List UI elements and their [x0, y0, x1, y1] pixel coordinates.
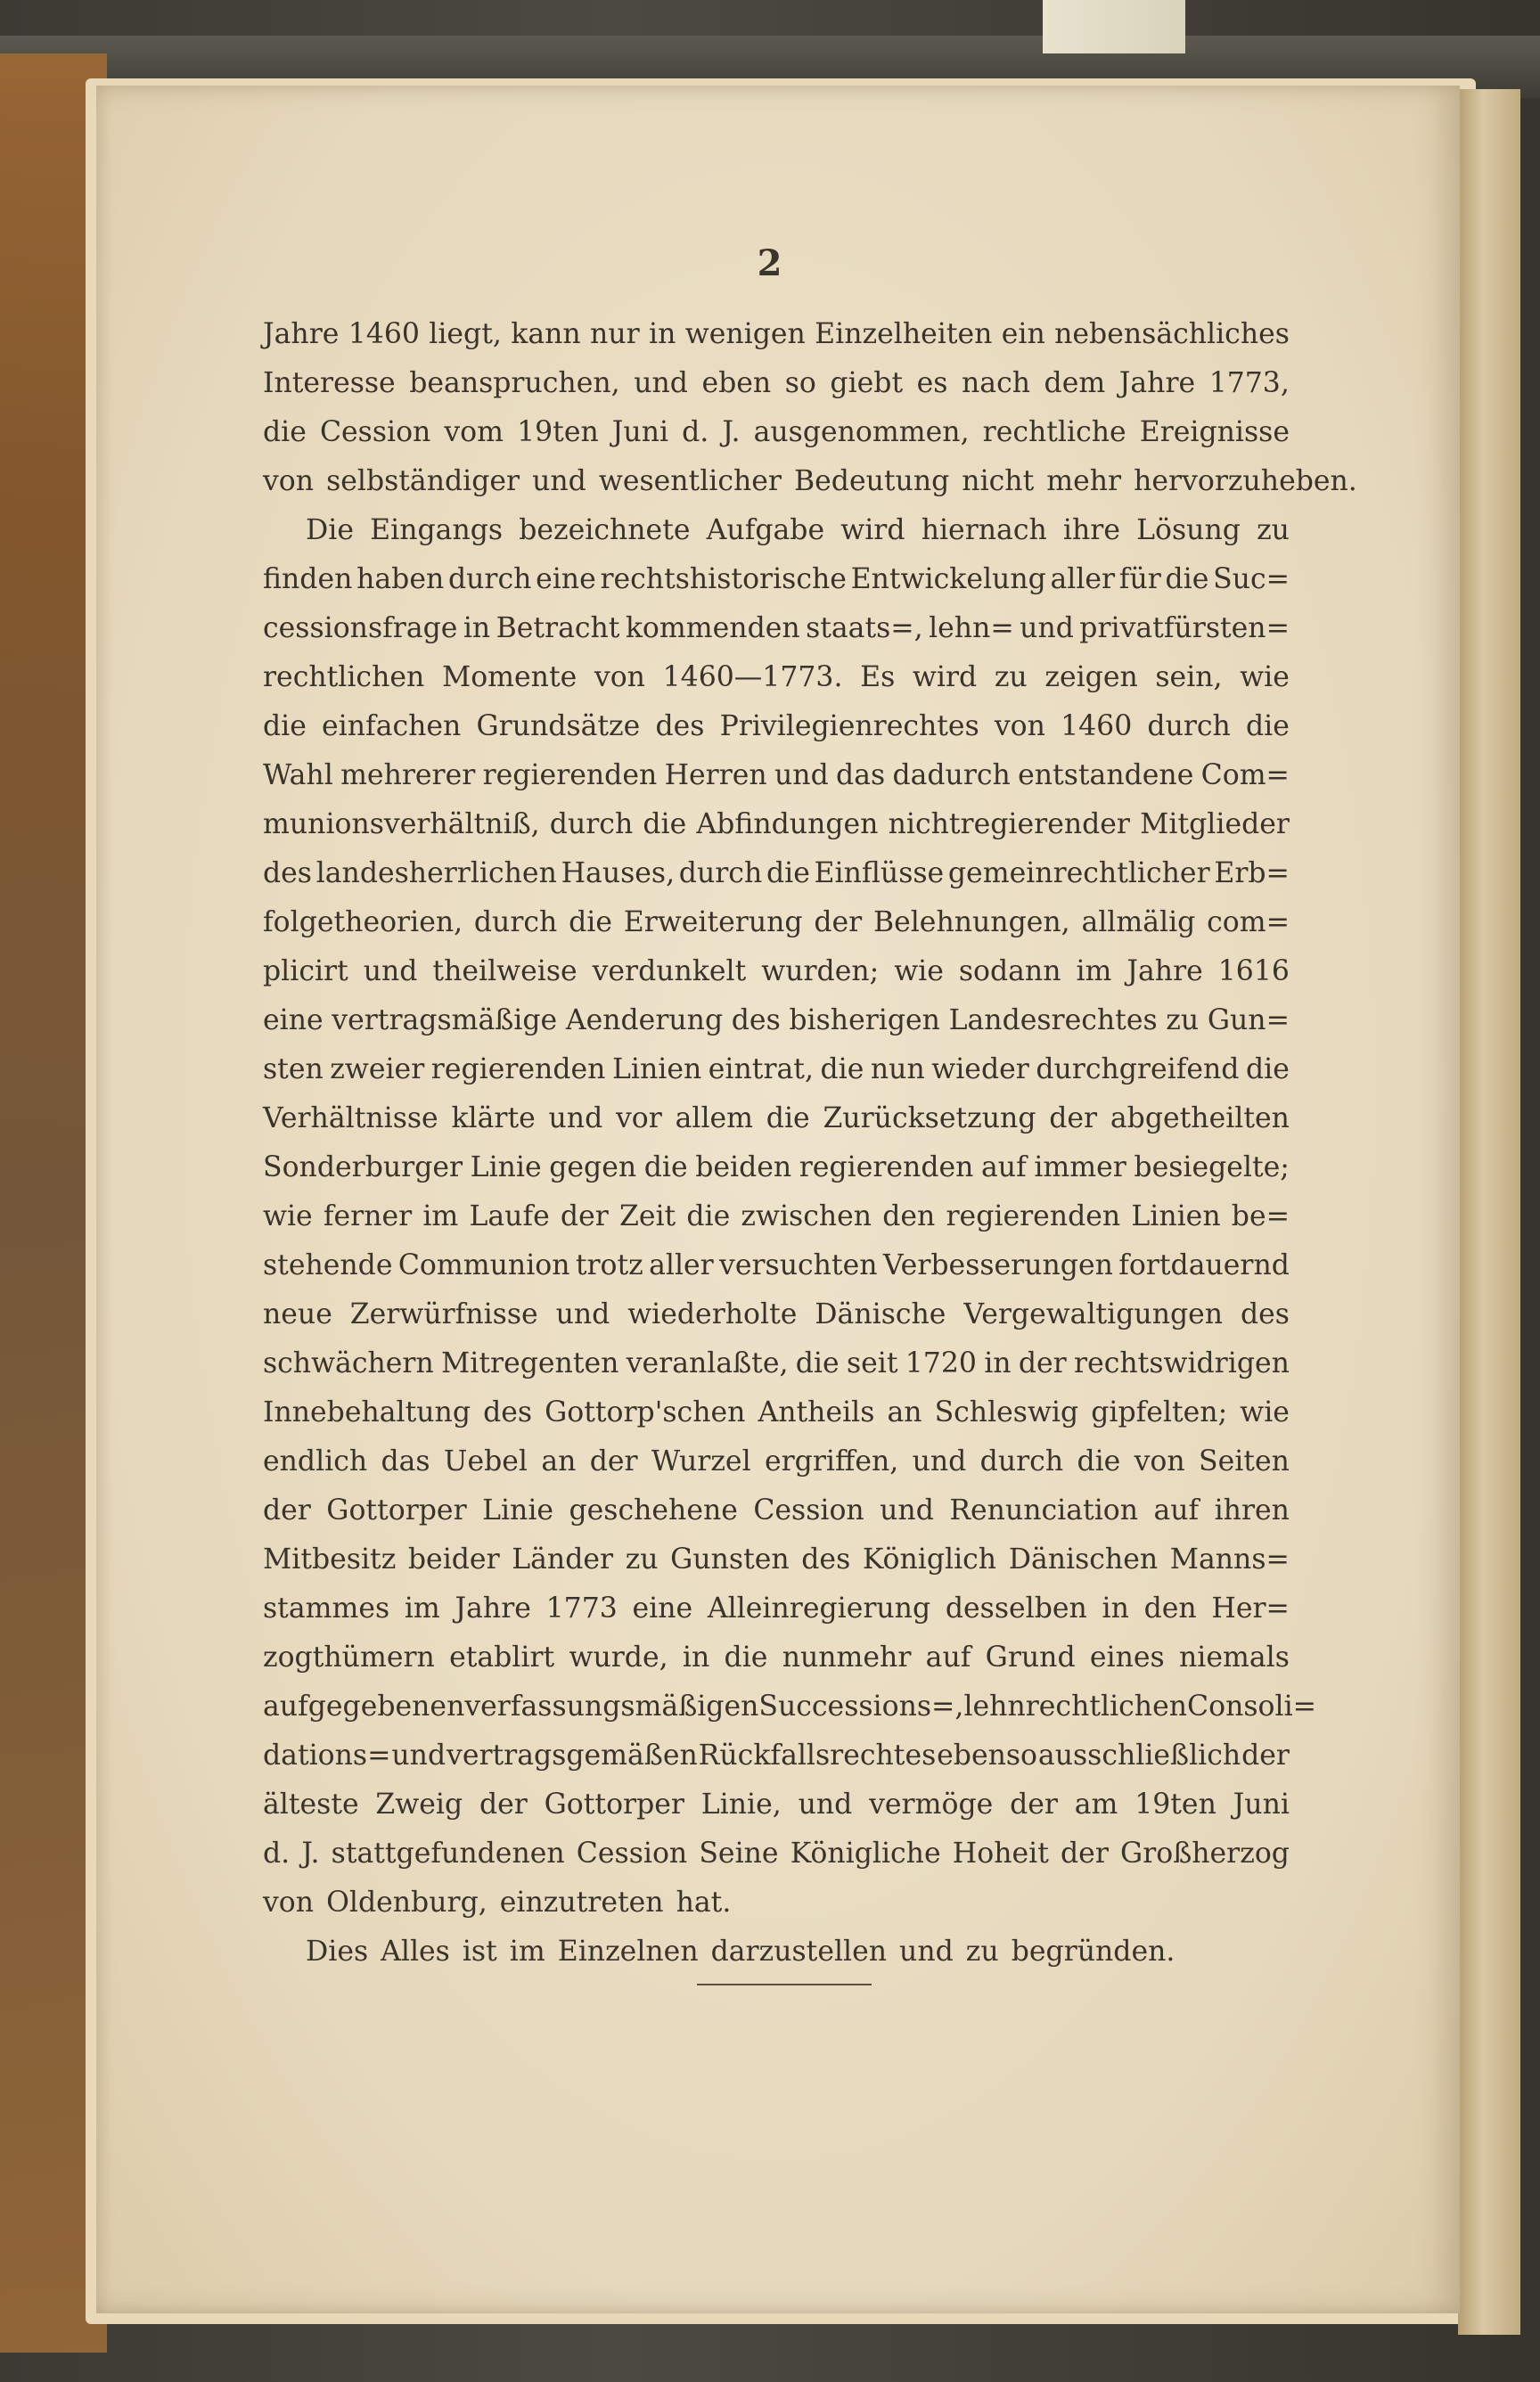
- text-line: finden haben durch eine rechtshistorische Entwickelung aller für die Suc=: [263, 563, 1290, 595]
- text-line: dations= und vertragsgemäßen Rückfallsrechtes ebenso ausschließlich der: [263, 1739, 1290, 1772]
- text-line: schwächern Mitregenten veranlaßte, die seit 1720 in der rechtswidrigen: [263, 1347, 1290, 1379]
- body-text: [263, 310, 1357, 1977]
- text-line: von selbständiger und wesentlicher Bedeutung nicht mehr hervorzuheben.: [263, 465, 1357, 497]
- text-line: Innebehaltung des Gottorp'schen Antheils an Schleswig gipfelten; wie: [263, 1396, 1290, 1428]
- page-number: 2: [757, 242, 783, 284]
- text-line: von Oldenburg, einzutreten hat.: [263, 1887, 732, 1919]
- text-line: munionsverhältniß, durch die Abfindungen nichtregierender Mitglieder: [263, 808, 1290, 840]
- text-line: Jahre 1460 liegt, kann nur in wenigen Einzelheiten ein nebensächliches: [263, 318, 1290, 350]
- text-line: die Cession vom 19ten Juni d. J. ausgenommen, rechtliche Ereignisse: [263, 416, 1290, 448]
- text-line: stammes im Jahre 1773 eine Alleinregierung desselben in den Her=: [263, 1592, 1290, 1625]
- text-line: d. J. stattgefundenen Cession Seine Königliche Hoheit der Großherzog: [263, 1838, 1290, 1870]
- text-line: rechtlichen Momente von 1460—1773. Es wird zu zeigen sein, wie: [263, 661, 1290, 693]
- facing-page-edge: [1458, 89, 1520, 2335]
- paragraph: [263, 506, 1317, 1928]
- text-line: der Gottorper Linie geschehene Cession und Renunciation auf ihren: [263, 1494, 1290, 1527]
- paragraph: [263, 1928, 1290, 1977]
- paragraph: [263, 310, 1357, 506]
- text-line: Mitbesitz beider Länder zu Gunsten des Königlich Dänischen Manns=: [263, 1543, 1290, 1576]
- text-line: plicirt und theilweise verdunkelt wurden; wie sodann im Jahre 1616: [263, 955, 1290, 987]
- text-line: Verhältnisse klärte und vor allem die Zurücksetzung der abgetheilten: [263, 1102, 1290, 1134]
- text-line: cessionsfrage in Betracht kommenden staats=, lehn= und privatfürsten=: [263, 612, 1290, 644]
- text-line: folgetheorien, durch die Erweiterung der Belehnungen, allmälig com=: [263, 906, 1290, 938]
- text-line: die einfachen Grundsätze des Privilegienrechtes von 1460 durch die: [263, 710, 1290, 742]
- text-line: zogthümern etablirt wurde, in die nunmehr auf Grund eines niemals: [263, 1641, 1290, 1674]
- text-line: aufgegebenen verfassungsmäßigen Successions=, lehnrechtlichen Consoli=: [263, 1690, 1317, 1723]
- text-line: Interesse beanspruchen, und eben so giebt es nach dem Jahre 1773,: [263, 367, 1290, 399]
- text-line: Die Eingangs bezeichnete Aufgabe wird hiernach ihre Lösung zu: [306, 514, 1290, 546]
- bookmark-tab: [1043, 0, 1185, 53]
- text-line: endlich das Uebel an der Wurzel ergriffen, und durch die von Seiten: [263, 1445, 1290, 1477]
- text-line: Sonderburger Linie gegen die beiden regierenden auf immer besiegelte;: [263, 1151, 1290, 1183]
- text-line: Wahl mehrerer regierenden Herren und das dadurch entstandene Com=: [263, 759, 1290, 791]
- text-line: sten zweier regierenden Linien eintrat, die nun wieder durchgreifend die: [263, 1053, 1290, 1085]
- text-line: eine vertragsmäßige Aenderung des bisherigen Landesrechtes zu Gun=: [263, 1004, 1290, 1036]
- text-line: älteste Zweig der Gottorper Linie, und vermöge der am 19ten Juni: [263, 1789, 1290, 1821]
- text-line: stehende Communion trotz aller versuchten Verbesserungen fortdauernd: [263, 1249, 1290, 1281]
- text-line: Dies Alles ist im Einzelnen darzustellen und zu begründen.: [306, 1936, 1175, 1968]
- text-line: des landesherrlichen Hauses, durch die Einflüsse gemeinrechtlicher Erb=: [263, 857, 1290, 889]
- text-line: neue Zerwürfnisse und wiederholte Dänische Vergewaltigungen des: [263, 1298, 1290, 1330]
- closing-rule: [697, 1984, 872, 1985]
- text-line: wie ferner im Laufe der Zeit die zwischen den regierenden Linien be=: [263, 1200, 1290, 1232]
